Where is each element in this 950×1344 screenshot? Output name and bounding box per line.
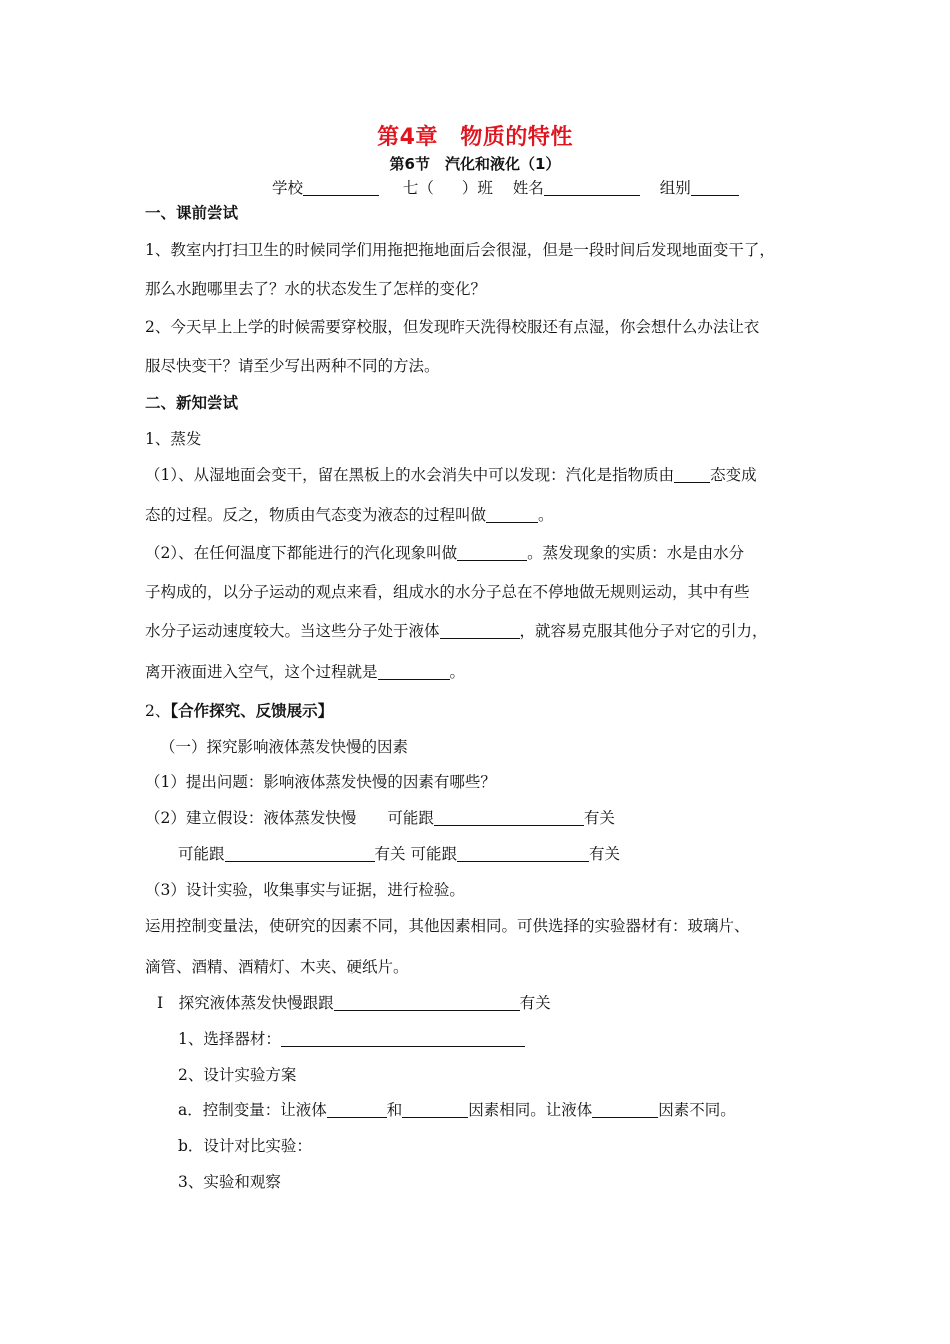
method-line2: 滴管、酒精、酒精灯、木夹、硬纸片。 (145, 958, 409, 976)
p2-line4 (145, 662, 465, 682)
name-blank[interactable] (544, 179, 640, 196)
experiment1-text: Ⅰ 探究液体蒸发快慢跟跟 (157, 994, 334, 1012)
experiment1-title (157, 993, 551, 1013)
relate-label-1: 有关 (374, 845, 406, 863)
chapter-title: 第4章 物质的特性 (377, 125, 573, 150)
p2-line1 (145, 543, 744, 563)
method-line1: 运用控制变量法，使研究的因素不同，其他因素相同。可供选择的实验器材有：玻璃片、 (145, 917, 750, 935)
step2-text: （2）建立假设：液体蒸发快慢 可能跟 (145, 809, 434, 827)
evaporation-blank[interactable] (457, 544, 527, 561)
class-label-post: ）班 (461, 179, 493, 197)
control-and: 和 (386, 1101, 403, 1119)
p1-line1-tail: 态变成 (710, 466, 757, 484)
control-blank-1[interactable] (327, 1101, 387, 1118)
process-blank[interactable] (378, 663, 450, 680)
choose-equipment (178, 1029, 525, 1049)
p1-line2 (145, 505, 554, 525)
p2-line1-text: （2）、在任何温度下都能进行的汽化现象叫做 (145, 544, 458, 562)
control-same: 因素相同。让液体 (468, 1101, 593, 1119)
sub2-title: 【合作探究、反馈展示】 (170, 701, 334, 720)
section-title: 第6节 汽化和液化（1） (389, 155, 561, 173)
contrast-experiment: b．设计对比实验： (178, 1137, 312, 1155)
p1-line2-tail: 。 (538, 506, 554, 524)
liquefaction-blank[interactable] (486, 506, 538, 523)
q1-line1: 1、教室内打扫卫生的时候同学们用拖把拖地面后会很湿，但是一段时间后发现地面变干了， (145, 241, 775, 259)
step1-question: （1）提出问题：影响液体蒸发快慢的因素有哪些？ (145, 773, 496, 791)
part2-heading: 二、新知尝试 (145, 393, 239, 412)
step2-tail: 有关 (583, 809, 615, 827)
relate-label-2: 有关 (588, 845, 620, 863)
experiment-observe: 3、实验和观察 (178, 1173, 281, 1191)
student-info-line (272, 178, 739, 198)
hypothesis-blank-2[interactable] (225, 845, 375, 862)
name-label: 姓名 (512, 179, 544, 197)
step3-design: （3）设计实验，收集事实与证据，进行检验。 (145, 881, 465, 899)
p1-line1 (145, 465, 757, 485)
explore-title: （一）探究影响液体蒸发快慢的因素 (160, 738, 409, 756)
equipment-blank[interactable] (281, 1030, 525, 1047)
control-a-text: a．控制变量：让液体 (178, 1101, 327, 1119)
experiment1-tail: 有关 (519, 994, 551, 1012)
design-plan: 2、设计实验方案 (178, 1066, 297, 1084)
control-diff: 因素不同。 (658, 1101, 736, 1119)
q1-line2: 那么水跑哪里去了？水的状态发生了怎样的变化？ (145, 280, 487, 298)
sub1-evaporation: 1、蒸发 (145, 430, 202, 448)
p2-line1-tail: 。蒸发现象的实质：水是由水分 (527, 544, 745, 562)
p1-line1-text: （1）、从湿地面会变干，留在黑板上的水会消失中可以发现：汽化是指物质由 (145, 466, 675, 484)
maybe-label-2: 可能跟 (410, 845, 457, 863)
choose-label: 1、选择器材： (178, 1030, 281, 1048)
control-blank-2[interactable] (402, 1101, 468, 1118)
state-from-blank[interactable] (674, 466, 710, 483)
p2-line2: 子构成的，以分子运动的观点来看，组成水的水分子总在不停地做无规则运动，其中有些 (145, 583, 750, 601)
school-label: 学校 (272, 179, 304, 197)
class-label-pre: 七（ (402, 179, 434, 197)
liquid-position-blank[interactable] (440, 622, 520, 639)
step2-hypothesis-more (178, 844, 620, 864)
group-label: 组别 (659, 179, 691, 197)
p1-line2-text: 态的过程。反之，物质由气态变为液态的过程叫做 (145, 506, 487, 524)
step2-hypothesis (145, 808, 615, 828)
q2-line1: 2、今天早上上学的时候需要穿校服，但发现昨天洗得校服还有点湿，你会想什么办法让衣 (145, 318, 760, 336)
hypothesis-blank-3[interactable] (457, 845, 589, 862)
p2-line3 (145, 621, 768, 641)
p2-line3-text: 水分子运动速度较大。当这些分子处于液体 (145, 622, 440, 640)
experiment1-blank[interactable] (334, 994, 520, 1011)
hypothesis-blank-1[interactable] (434, 809, 584, 826)
maybe-label-1: 可能跟 (178, 845, 225, 863)
school-blank[interactable] (303, 179, 379, 196)
part1-heading: 一、课前尝试 (145, 203, 239, 222)
q2-line2: 服尽快变干？请至少写出两种不同的方法。 (145, 357, 440, 375)
control-blank-3[interactable] (592, 1101, 658, 1118)
sub2-heading (145, 701, 333, 721)
p2-line4-text: 离开液面进入空气，这个过程就是 (145, 663, 378, 681)
p2-line4-tail: 。 (449, 663, 466, 681)
sub2-number: 2、 (145, 702, 171, 720)
control-variables (178, 1100, 736, 1120)
group-blank[interactable] (691, 179, 739, 196)
p2-line3-tail: ，就容易克服其他分子对它的引力， (519, 622, 768, 640)
